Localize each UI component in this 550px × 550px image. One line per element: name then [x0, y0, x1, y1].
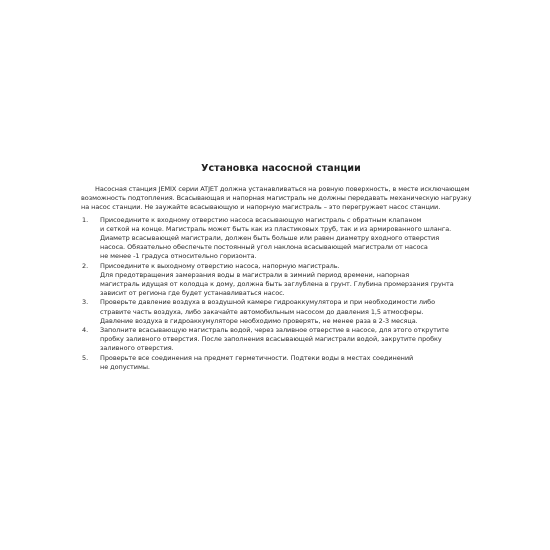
step-item: [81, 298, 481, 326]
steps-list: [81, 216, 481, 372]
step-text-line: Проверьте давление воздуха в воздушной камере гидроаккумулятора и при необходимости либо: [100, 298, 436, 307]
step-text-line: Давление воздуха в гидроаккумуляторе необходимо проверять, не менее раза в 2-3 месяца.: [100, 316, 418, 325]
intro-paragraph: Насосная станция JEMIX серии ATJET должна устанавливаться на ровную поверхность, в месте исключающем возможность подтопления. Всасывающая и напорная магистраль не должны передавать механическую нагрузку на насос станции. Не заужайте всасывающую и напорную магистраль – это перегружает насос станции.: [81, 185, 472, 212]
step-number: 2.: [82, 261, 89, 270]
step-text-line: Диаметр всасывающей магистрали, должен быть больше или равен диаметру входного отверстия: [100, 234, 440, 243]
step-number: 5.: [82, 353, 89, 362]
step-number: 1.: [82, 215, 89, 224]
document-title: Установка насосной станции: [201, 163, 361, 174]
step-text-line: пробку заливного отверстия. После заполнения всасывающей магистрали водой, закрутите пробку: [100, 335, 442, 344]
step-text-line: Присоедините к выходному отверстию насоса, напорную магистраль.: [100, 261, 340, 270]
step-text-line: зависит от региона где будет устанавливаться насос.: [100, 289, 285, 298]
step-number: 4.: [82, 326, 89, 335]
step-number: 3.: [82, 298, 89, 307]
step-item: [81, 262, 481, 299]
step-item: [81, 216, 481, 262]
step-text-line: Заполните всасывающую магистраль водой, через заливное отверстие в насосе, для этого открутите: [100, 326, 449, 335]
step-text-line: не допустимы.: [100, 362, 150, 371]
step-text-line: не менее -1 градуса относительно горизонта.: [100, 252, 257, 261]
step-item: [81, 326, 481, 354]
step-text-line: заливного отверстия.: [100, 344, 174, 353]
step-text-line: магистраль идущая от колодца к дому, должна быть заглублена в грунт. Глубина промерзания грунта: [100, 280, 454, 289]
step-text-line: Присоедините к входному отверстию насоса всасывающую магистраль с обратным клапаном: [100, 215, 422, 224]
step-text-line: и сеткой на конце. Магистраль может быть как из пластиковых труб, так и из армированного шланга.: [100, 224, 452, 233]
step-text-line: стравите часть воздуха, либо закачайте автомобильным насосом до давления 1,5 атмосферы.: [100, 307, 424, 316]
step-text-line: насоса. Обязательно обеспечьте постоянный угол наклона всасывающей магистрали от насоса: [100, 243, 428, 252]
step-text-line: Проверьте все соединения на предмет герметичности. Подтеки воды в местах соединений: [100, 353, 414, 362]
step-text-line: Для предотвращения замерзания воды в магистрали в зимний период времени, напорная: [100, 270, 410, 279]
document-content: [81, 163, 481, 372]
step-item: [81, 354, 481, 372]
